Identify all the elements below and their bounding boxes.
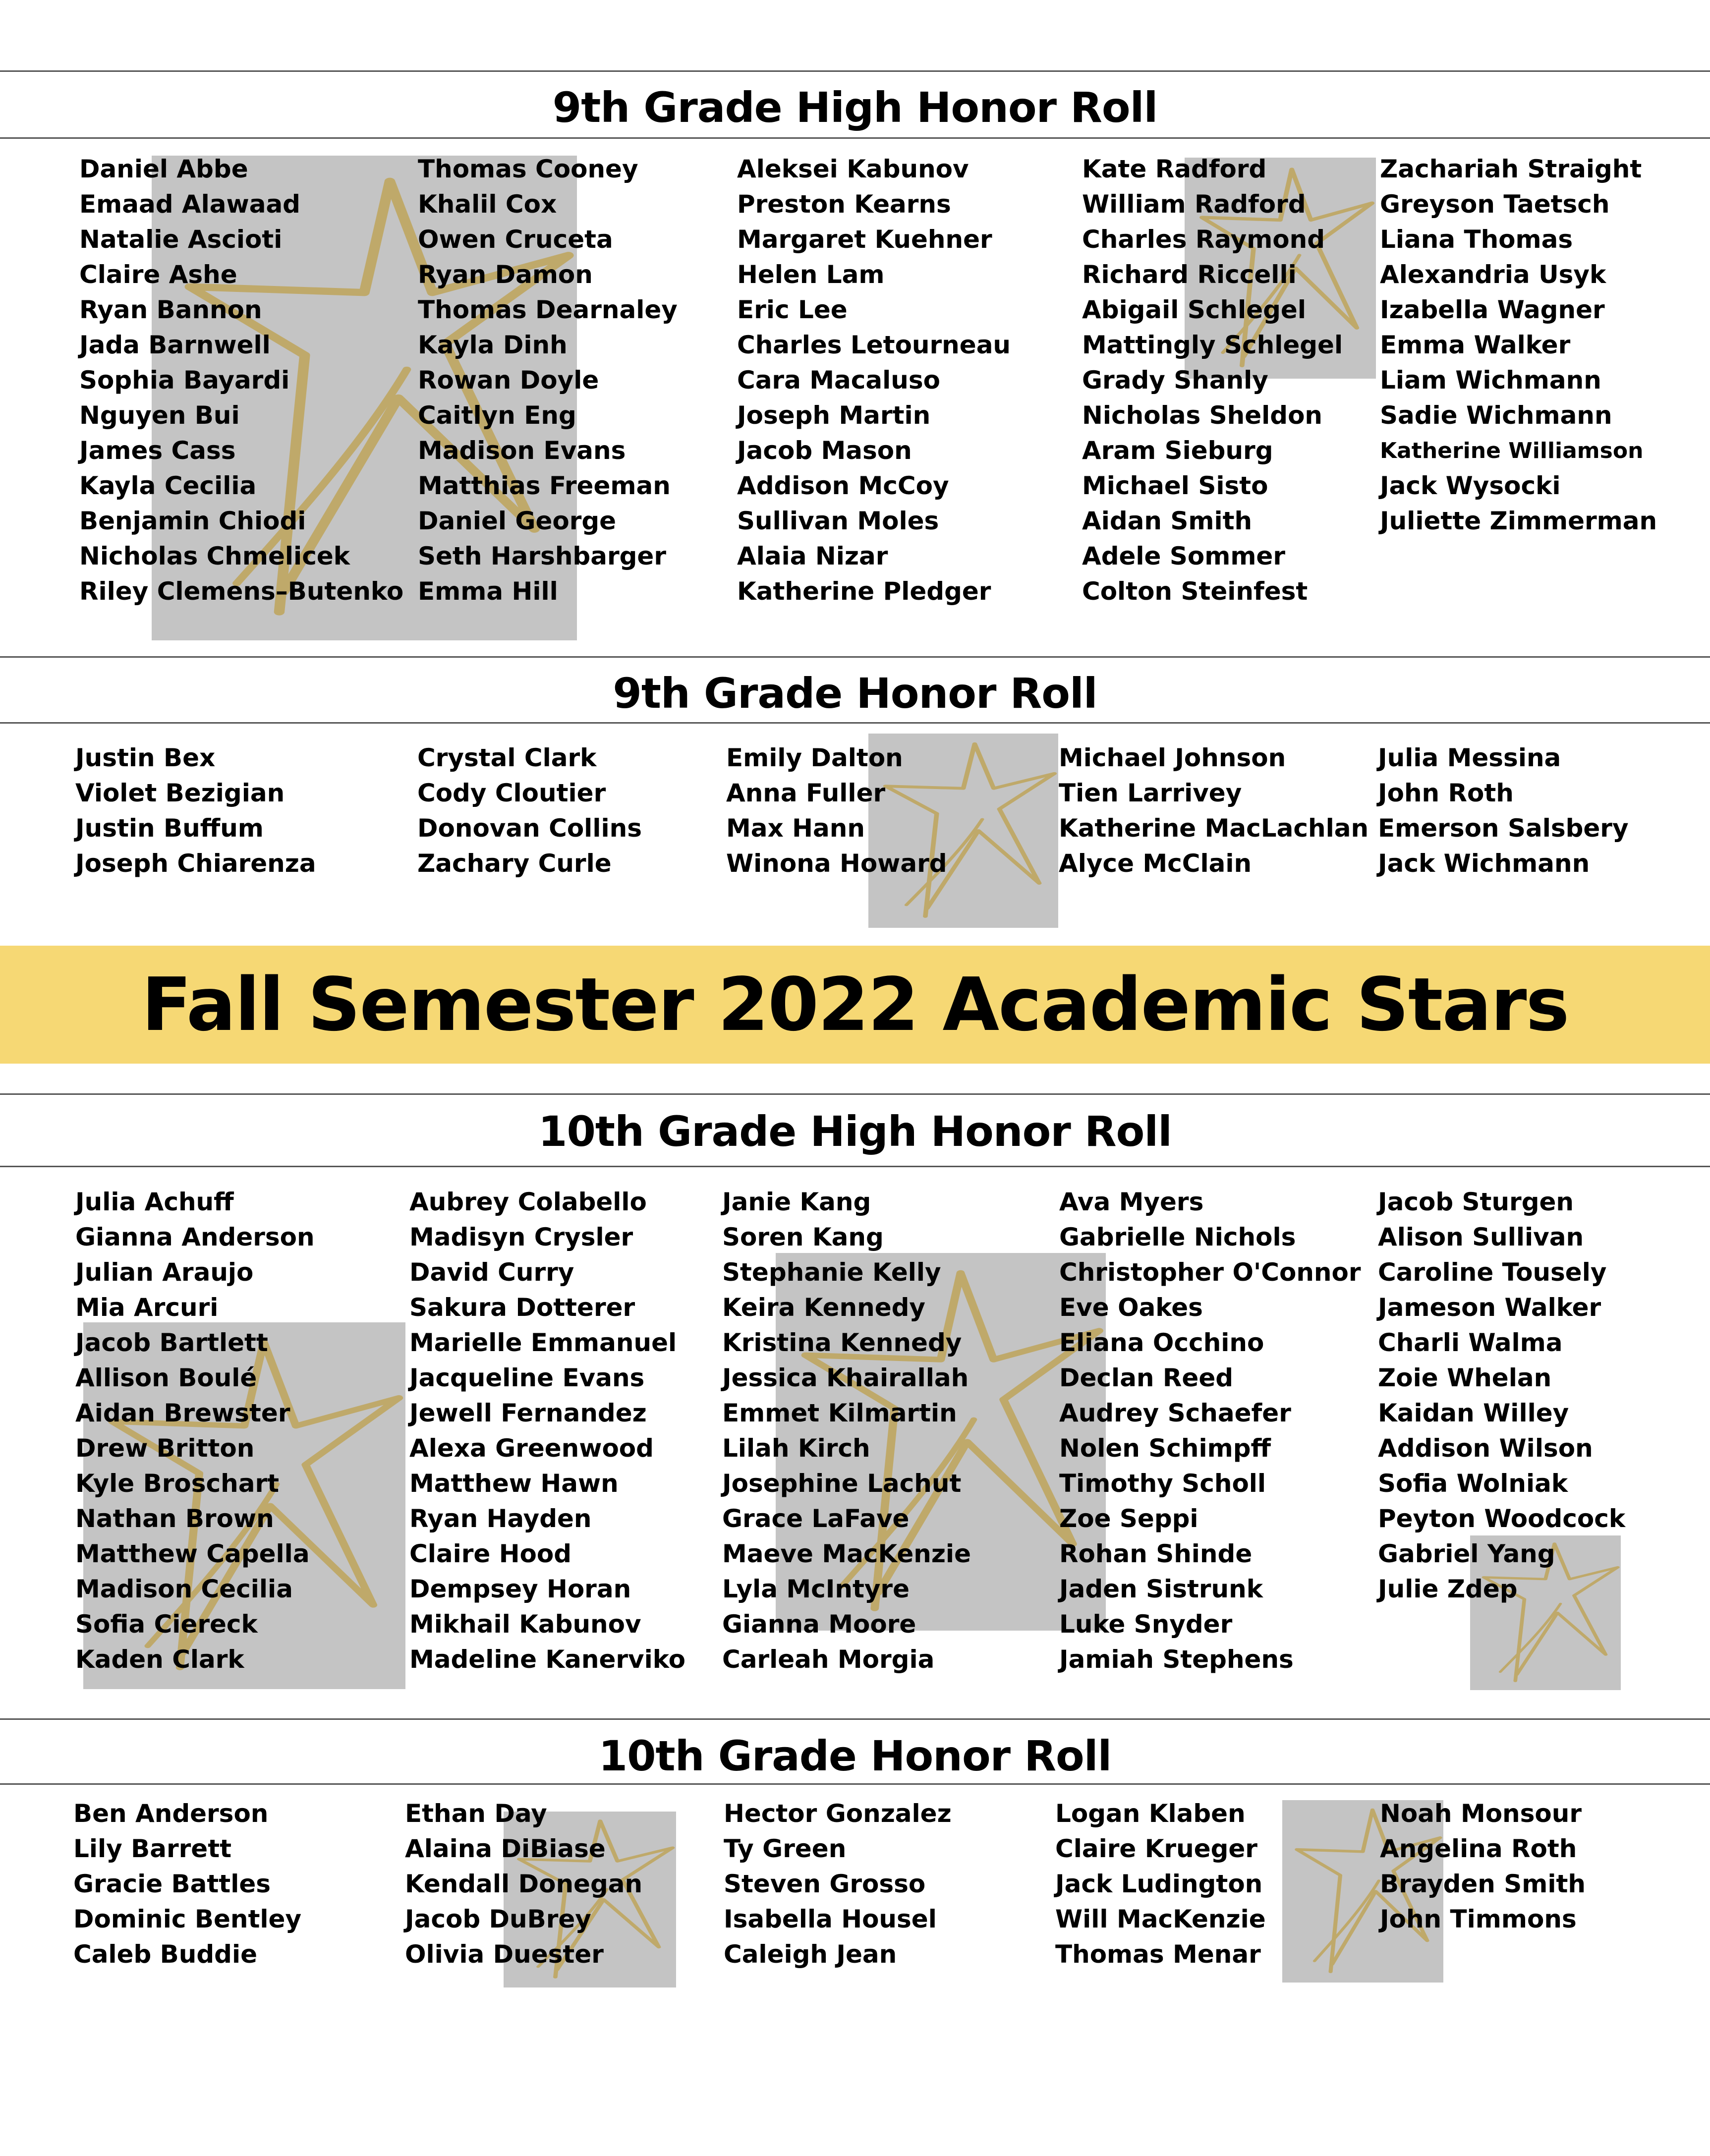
- list-item: Mikhail Kabunov: [409, 1610, 641, 1639]
- list-item: Gracie Battles: [73, 1870, 271, 1898]
- list-item: Justin Buffum: [75, 814, 264, 843]
- list-item: Lilah Kirch: [722, 1434, 870, 1463]
- list-item: Alexa Greenwood: [409, 1434, 654, 1463]
- name-column: [75, 1185, 315, 1677]
- list-item: Eliana Occhino: [1059, 1328, 1264, 1357]
- list-item: Donovan Collins: [417, 814, 642, 843]
- name-column: [1378, 1185, 1625, 1607]
- list-item: Anna Fuller: [726, 779, 886, 807]
- list-item: Colton Steinfest: [1082, 577, 1308, 606]
- list-item: Liam Wichmann: [1380, 366, 1601, 395]
- list-item: Caitlyn Eng: [418, 401, 576, 430]
- list-item: Rohan Shinde: [1059, 1539, 1253, 1568]
- list-item: Kaidan Willey: [1378, 1399, 1569, 1427]
- list-item: David Curry: [409, 1258, 574, 1287]
- name-column: [724, 1796, 952, 1972]
- list-item: Grace LaFave: [722, 1504, 910, 1533]
- list-item: Abigail Schlegel: [1082, 295, 1306, 324]
- list-item: Madison Cecilia: [75, 1575, 293, 1603]
- list-item: Mattingly Schlegel: [1082, 331, 1343, 359]
- list-item: Charles Raymond: [1082, 225, 1325, 254]
- name-column: [73, 1796, 301, 1972]
- list-item: Emmet Kilmartin: [722, 1399, 957, 1427]
- list-item: Caleigh Jean: [724, 1940, 897, 1969]
- list-item: Jameson Walker: [1378, 1293, 1601, 1322]
- list-item: Kristina Kennedy: [722, 1328, 962, 1357]
- section-rule-top: [0, 656, 1710, 658]
- list-item: Emerson Salsbery: [1378, 814, 1629, 843]
- list-item: Jack Wichmann: [1378, 849, 1590, 878]
- list-item: Liana Thomas: [1380, 225, 1573, 254]
- list-item: Steven Grosso: [724, 1870, 926, 1898]
- list-item: Greyson Taetsch: [1380, 190, 1610, 219]
- list-item: Jewell Fernandez: [409, 1399, 647, 1427]
- list-item: Soren Kang: [722, 1223, 884, 1251]
- list-item: Caleb Buddie: [73, 1940, 258, 1969]
- list-item: Jack Ludington: [1055, 1870, 1263, 1898]
- list-item: Addison McCoy: [737, 471, 949, 500]
- list-item: Matthew Capella: [75, 1539, 310, 1568]
- list-item: Michael Sisto: [1082, 471, 1268, 500]
- list-item: Eve Oakes: [1059, 1293, 1203, 1322]
- list-item: Marielle Emmanuel: [409, 1328, 677, 1357]
- list-item: Sakura Dotterer: [409, 1293, 635, 1322]
- list-item: Josephine Lachut: [722, 1469, 962, 1498]
- section-title: 10th Grade Honor Roll: [598, 1732, 1112, 1780]
- list-item: Sofia Ciereck: [75, 1610, 258, 1639]
- list-item: Grady Shanly: [1082, 366, 1268, 395]
- list-item: Madisyn Crysler: [409, 1223, 633, 1251]
- section-rule-bottom: [0, 1166, 1710, 1167]
- list-item: Cody Cloutier: [417, 779, 606, 807]
- list-item: Sofia Wolniak: [1378, 1469, 1568, 1498]
- name-column: [418, 152, 678, 609]
- list-item: Allison Boulé: [75, 1363, 257, 1392]
- list-item: Jacob Mason: [737, 436, 912, 465]
- list-item: Caroline Tousely: [1378, 1258, 1607, 1287]
- section-title: 9th Grade High Honor Roll: [552, 83, 1158, 132]
- section-rule-bottom: [0, 137, 1710, 139]
- list-item: Adele Sommer: [1082, 542, 1285, 570]
- list-item: Emily Dalton: [726, 743, 903, 772]
- list-item: Dominic Bentley: [73, 1905, 302, 1933]
- list-item: Joseph Martin: [737, 401, 931, 430]
- list-item: Lyla McIntyre: [722, 1575, 910, 1603]
- list-item: Benjamin Chiodi: [79, 507, 306, 535]
- list-item: Kayla Dinh: [418, 331, 568, 359]
- list-item: Isabella Housel: [724, 1905, 937, 1933]
- name-column: [1380, 152, 1657, 539]
- list-item: Julia Achuff: [75, 1188, 234, 1216]
- page-banner: [0, 946, 1710, 1064]
- list-item: Emma Walker: [1380, 331, 1571, 359]
- list-item: Katherine MacLachlan: [1059, 814, 1369, 843]
- list-item: Tien Larrivey: [1059, 779, 1242, 807]
- section-rule-top: [0, 1718, 1710, 1720]
- list-item: Luke Snyder: [1059, 1610, 1233, 1639]
- list-item: Joseph Chiarenza: [75, 849, 316, 878]
- list-item: Justin Bex: [75, 743, 216, 772]
- list-item: Ava Myers: [1059, 1188, 1204, 1216]
- list-item: Dempsey Horan: [409, 1575, 631, 1603]
- list-item: Alison Sullivan: [1378, 1223, 1584, 1251]
- list-item: Kate Radford: [1082, 155, 1267, 183]
- page-title: Fall Semester 2022 Academic Stars: [141, 962, 1569, 1047]
- list-item: Sophia Bayardi: [79, 366, 290, 395]
- list-item: Khalil Cox: [418, 190, 557, 219]
- list-item: Claire Ashe: [79, 260, 237, 289]
- list-item: John Roth: [1378, 779, 1514, 807]
- list-item: Thomas Dearnaley: [418, 295, 678, 324]
- list-item: Timothy Scholl: [1059, 1469, 1266, 1498]
- section-rule-bottom: [0, 1783, 1710, 1785]
- list-item: Hector Gonzalez: [724, 1799, 952, 1828]
- list-item: Ty Green: [724, 1834, 847, 1863]
- list-item: Nguyen Bui: [79, 401, 240, 430]
- list-item: Maeve MacKenzie: [722, 1539, 971, 1568]
- list-item: Jacob Bartlett: [75, 1328, 268, 1357]
- list-item: Jacob Sturgen: [1378, 1188, 1574, 1216]
- list-item: Izabella Wagner: [1380, 295, 1605, 324]
- list-item: Riley Clemens–Butenko: [79, 577, 404, 606]
- list-item: William Radford: [1082, 190, 1306, 219]
- list-item: Jamiah Stephens: [1059, 1645, 1294, 1674]
- list-item: Sullivan Moles: [737, 507, 939, 535]
- list-item: Alaia Nizar: [737, 542, 888, 570]
- list-item: Lily Barrett: [73, 1834, 232, 1863]
- list-item: Nathan Brown: [75, 1504, 274, 1533]
- list-item: Gabrielle Nichols: [1059, 1223, 1296, 1251]
- list-item: Thomas Menar: [1055, 1940, 1261, 1969]
- list-item: Will MacKenzie: [1055, 1905, 1266, 1933]
- list-item: Drew Britton: [75, 1434, 255, 1463]
- section-title: 10th Grade High Honor Roll: [538, 1107, 1172, 1156]
- list-item: Kyle Broschart: [75, 1469, 280, 1498]
- list-item: Jada Barnwell: [79, 331, 271, 359]
- list-item: Rowan Doyle: [418, 366, 599, 395]
- list-item: Emaad Alawaad: [79, 190, 300, 219]
- name-column: [1378, 740, 1629, 881]
- name-column: [1059, 740, 1368, 881]
- list-item: Daniel Abbe: [79, 155, 248, 183]
- list-item: Thomas Cooney: [418, 155, 638, 183]
- list-item: Richard Riccelli: [1082, 260, 1297, 289]
- list-item: Preston Kearns: [737, 190, 951, 219]
- list-item: Zachariah Straight: [1380, 155, 1642, 183]
- list-item: Madison Evans: [418, 436, 626, 465]
- list-item: Juliette Zimmerman: [1380, 507, 1657, 535]
- list-item: Jaden Sistrunk: [1059, 1575, 1263, 1603]
- list-item: Crystal Clark: [417, 743, 597, 772]
- list-item: Peyton Woodcock: [1378, 1504, 1626, 1533]
- list-item: Max Hann: [726, 814, 865, 843]
- name-column: [737, 152, 1011, 609]
- list-item: Ryan Bannon: [79, 295, 262, 324]
- list-item: Natalie Ascioti: [79, 225, 283, 254]
- list-item: Ethan Day: [405, 1799, 547, 1828]
- section-rule-bottom: [0, 722, 1710, 724]
- list-item: Noah Monsour: [1380, 1799, 1582, 1828]
- list-item: Julia Messina: [1378, 743, 1561, 772]
- name-column: [75, 740, 316, 881]
- list-item: Gabriel Yang: [1378, 1539, 1555, 1568]
- list-item: Angelina Roth: [1380, 1834, 1577, 1863]
- list-item: Zachary Curle: [417, 849, 612, 878]
- list-item: Claire Hood: [409, 1539, 572, 1568]
- list-item: Margaret Kuehner: [737, 225, 992, 254]
- list-item: Winona Howard: [726, 849, 947, 878]
- name-column: [726, 740, 947, 881]
- list-item: Alyce McClain: [1059, 849, 1252, 878]
- list-item: Christopher O'Connor: [1059, 1258, 1361, 1287]
- list-item: Eric Lee: [737, 295, 848, 324]
- list-item: Carleah Morgia: [722, 1645, 935, 1674]
- name-column: [722, 1185, 971, 1677]
- list-item: Kendall Donegan: [405, 1870, 643, 1898]
- list-item: Matthias Freeman: [418, 471, 671, 500]
- list-item: James Cass: [79, 436, 236, 465]
- list-item: Zoe Seppi: [1059, 1504, 1198, 1533]
- list-item: Aidan Smith: [1082, 507, 1253, 535]
- list-item: Janie Kang: [722, 1188, 871, 1216]
- list-item: Alaina DiBiase: [405, 1834, 606, 1863]
- list-item: Aleksei Kabunov: [737, 155, 969, 183]
- list-item: Claire Krueger: [1055, 1834, 1257, 1863]
- list-item: Audrey Schaefer: [1059, 1399, 1291, 1427]
- list-item: Charles Letourneau: [737, 331, 1011, 359]
- list-item: John Timmons: [1380, 1905, 1577, 1933]
- list-item: Seth Harshbarger: [418, 542, 666, 570]
- name-column: [1082, 152, 1343, 609]
- list-item: Mia Arcuri: [75, 1293, 219, 1322]
- name-column: [417, 740, 642, 881]
- list-item: Julian Araujo: [75, 1258, 254, 1287]
- list-item: Declan Reed: [1059, 1363, 1234, 1392]
- section-rule-top: [0, 70, 1710, 72]
- list-item: Logan Klaben: [1055, 1799, 1246, 1828]
- list-item: Julie Zdep: [1378, 1575, 1518, 1603]
- list-item: Nicholas Chmelicek: [79, 542, 350, 570]
- list-item: Addison Wilson: [1378, 1434, 1593, 1463]
- list-item: Gianna Moore: [722, 1610, 916, 1639]
- list-item: Ryan Damon: [418, 260, 593, 289]
- list-item: Sadie Wichmann: [1380, 401, 1612, 430]
- list-item: Madeline Kanerviko: [409, 1645, 686, 1674]
- list-item: Emma Hill: [418, 577, 558, 606]
- list-item: Cara Macaluso: [737, 366, 940, 395]
- list-item: Katherine Williamson: [1380, 438, 1644, 463]
- list-item: Michael Johnson: [1059, 743, 1286, 772]
- name-column: [1059, 1185, 1361, 1677]
- list-item: Daniel George: [418, 507, 617, 535]
- list-item: Aram Sieburg: [1082, 436, 1273, 465]
- list-item: Jacqueline Evans: [409, 1363, 645, 1392]
- list-item: Gianna Anderson: [75, 1223, 315, 1251]
- list-item: Nicholas Sheldon: [1082, 401, 1323, 430]
- name-column: [409, 1185, 685, 1677]
- list-item: Aidan Brewster: [75, 1399, 290, 1427]
- list-item: Owen Cruceta: [418, 225, 613, 254]
- list-item: Helen Lam: [737, 260, 885, 289]
- name-column: [79, 152, 403, 609]
- list-item: Ryan Hayden: [409, 1504, 592, 1533]
- list-item: Katherine Pledger: [737, 577, 991, 606]
- list-item: Jessica Khairallah: [722, 1363, 969, 1392]
- list-item: Jack Wysocki: [1380, 471, 1561, 500]
- list-item: Violet Bezigian: [75, 779, 285, 807]
- list-item: Jacob DuBrey: [405, 1905, 591, 1933]
- name-column: [1055, 1796, 1266, 1972]
- list-item: Stephanie Kelly: [722, 1258, 941, 1287]
- list-item: Brayden Smith: [1380, 1870, 1586, 1898]
- list-item: Alexandria Usyk: [1380, 260, 1606, 289]
- list-item: Matthew Hawn: [409, 1469, 619, 1498]
- list-item: Aubrey Colabello: [409, 1188, 647, 1216]
- list-item: Zoie Whelan: [1378, 1363, 1552, 1392]
- list-item: Keira Kennedy: [722, 1293, 925, 1322]
- list-item: Olivia Duester: [405, 1940, 604, 1969]
- name-column: [1380, 1796, 1586, 1937]
- section-rule-top: [0, 1093, 1710, 1095]
- list-item: Nolen Schimpff: [1059, 1434, 1271, 1463]
- list-item: Ben Anderson: [73, 1799, 269, 1828]
- name-column: [405, 1796, 642, 1972]
- list-item: Kaden Clark: [75, 1645, 244, 1674]
- list-item: Kayla Cecilia: [79, 471, 257, 500]
- section-title: 9th Grade Honor Roll: [613, 669, 1097, 718]
- list-item: Charli Walma: [1378, 1328, 1563, 1357]
